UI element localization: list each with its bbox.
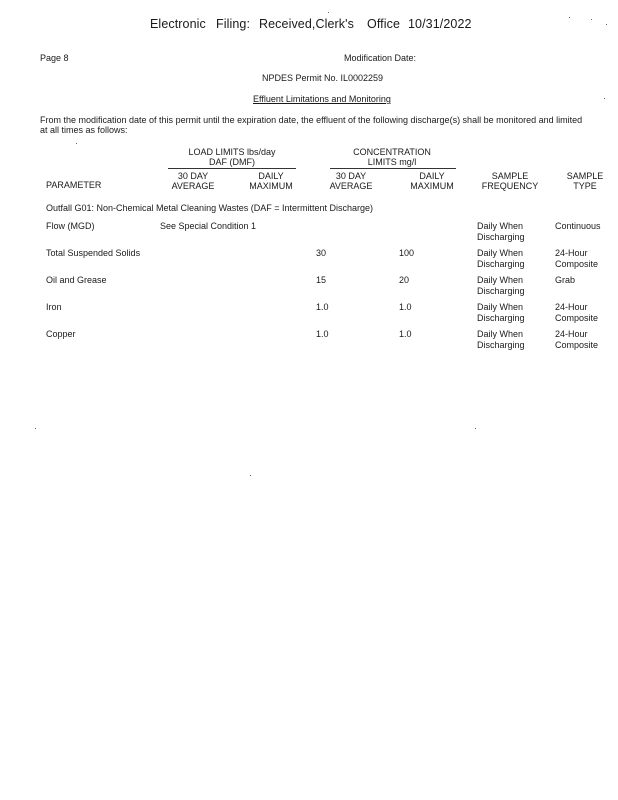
row-type: 24-Hour Composite: [555, 329, 599, 350]
row-type: 24-Hour Composite: [555, 302, 599, 323]
row-parameter: Copper: [46, 329, 76, 339]
row-parameter: Total Suspended Solids: [46, 248, 141, 258]
scan-speck: [35, 428, 36, 429]
scan-speck: [475, 428, 476, 429]
row-frequency: Daily When Discharging: [477, 302, 525, 323]
col-parameter: PARAMETER: [46, 180, 102, 190]
row-conc-max: 100: [399, 248, 415, 258]
concentration-rule: [330, 168, 456, 169]
scan-speck: [76, 143, 77, 144]
row-type: Grab: [555, 275, 576, 285]
row-type: Continuous: [555, 221, 601, 231]
row-conc-avg: 1.0: [316, 302, 329, 312]
row-parameter: Iron: [46, 302, 62, 312]
row-frequency: Daily When Discharging: [477, 248, 525, 269]
concentration-header: CONCENTRATION LIMITS mg/l: [353, 147, 431, 167]
scan-speck: [591, 19, 592, 20]
row-frequency: Daily When Discharging: [477, 221, 525, 242]
scan-speck: [569, 17, 570, 18]
page-label: Page 8: [40, 53, 69, 63]
row-load-note: See Special Condition 1: [160, 221, 257, 231]
col-conc-daily: DAILY MAXIMUM: [410, 171, 454, 191]
filing-office: Office: [367, 17, 401, 31]
row-frequency: Daily When Discharging: [477, 329, 525, 350]
col-conc-30day: 30 DAY AVERAGE: [329, 171, 373, 191]
row-frequency: Daily When Discharging: [477, 275, 525, 296]
row-conc-avg: 1.0: [316, 329, 329, 339]
section-title: Effluent Limitations and Monitoring: [253, 94, 391, 104]
row-conc-avg: 30: [316, 248, 327, 258]
row-type: 24-Hour Composite: [555, 248, 599, 269]
intro-text-line1: From the modification date of this permit until the expiration date, the effluent of the following discharge(s) shall be monitored and limited: [40, 115, 583, 125]
permit-number: NPDES Permit No. IL0002259: [262, 73, 384, 83]
col-load-30day: 30 DAY AVERAGE: [171, 171, 215, 191]
col-sample-type: SAMPLE TYPE: [566, 171, 604, 191]
row-conc-avg: 15: [316, 275, 327, 285]
filing-filing: Filing:: [216, 17, 251, 31]
modification-date-label: Modification Date:: [344, 53, 417, 63]
scan-speck: [250, 475, 251, 476]
scan-speck: [604, 98, 605, 99]
load-limits-rule: [168, 168, 296, 169]
col-sample-frequency: SAMPLE FREQUENCY: [481, 171, 539, 191]
filing-received: Received,Clerk's: [259, 17, 354, 31]
col-load-daily: DAILY MAXIMUM: [249, 171, 293, 191]
intro-text-line2: at all times as follows:: [40, 125, 128, 135]
filing-date: 10/31/2022: [408, 17, 472, 31]
row-conc-max: 20: [399, 275, 410, 285]
row-parameter: Flow (MGD): [46, 221, 95, 231]
row-conc-max: 1.0: [399, 302, 412, 312]
load-limits-header: LOAD LIMITS lbs/day DAF (DMF): [188, 147, 276, 167]
outfall-label: Outfall G01: Non-Chemical Metal Cleaning Wastes (DAF = Intermittent Discharge): [46, 203, 374, 213]
row-parameter: Oil and Grease: [46, 275, 107, 285]
row-conc-max: 1.0: [399, 329, 412, 339]
scan-speck: [328, 12, 329, 13]
filing-electronic: Electronic: [150, 17, 206, 31]
scan-speck: [606, 24, 607, 25]
